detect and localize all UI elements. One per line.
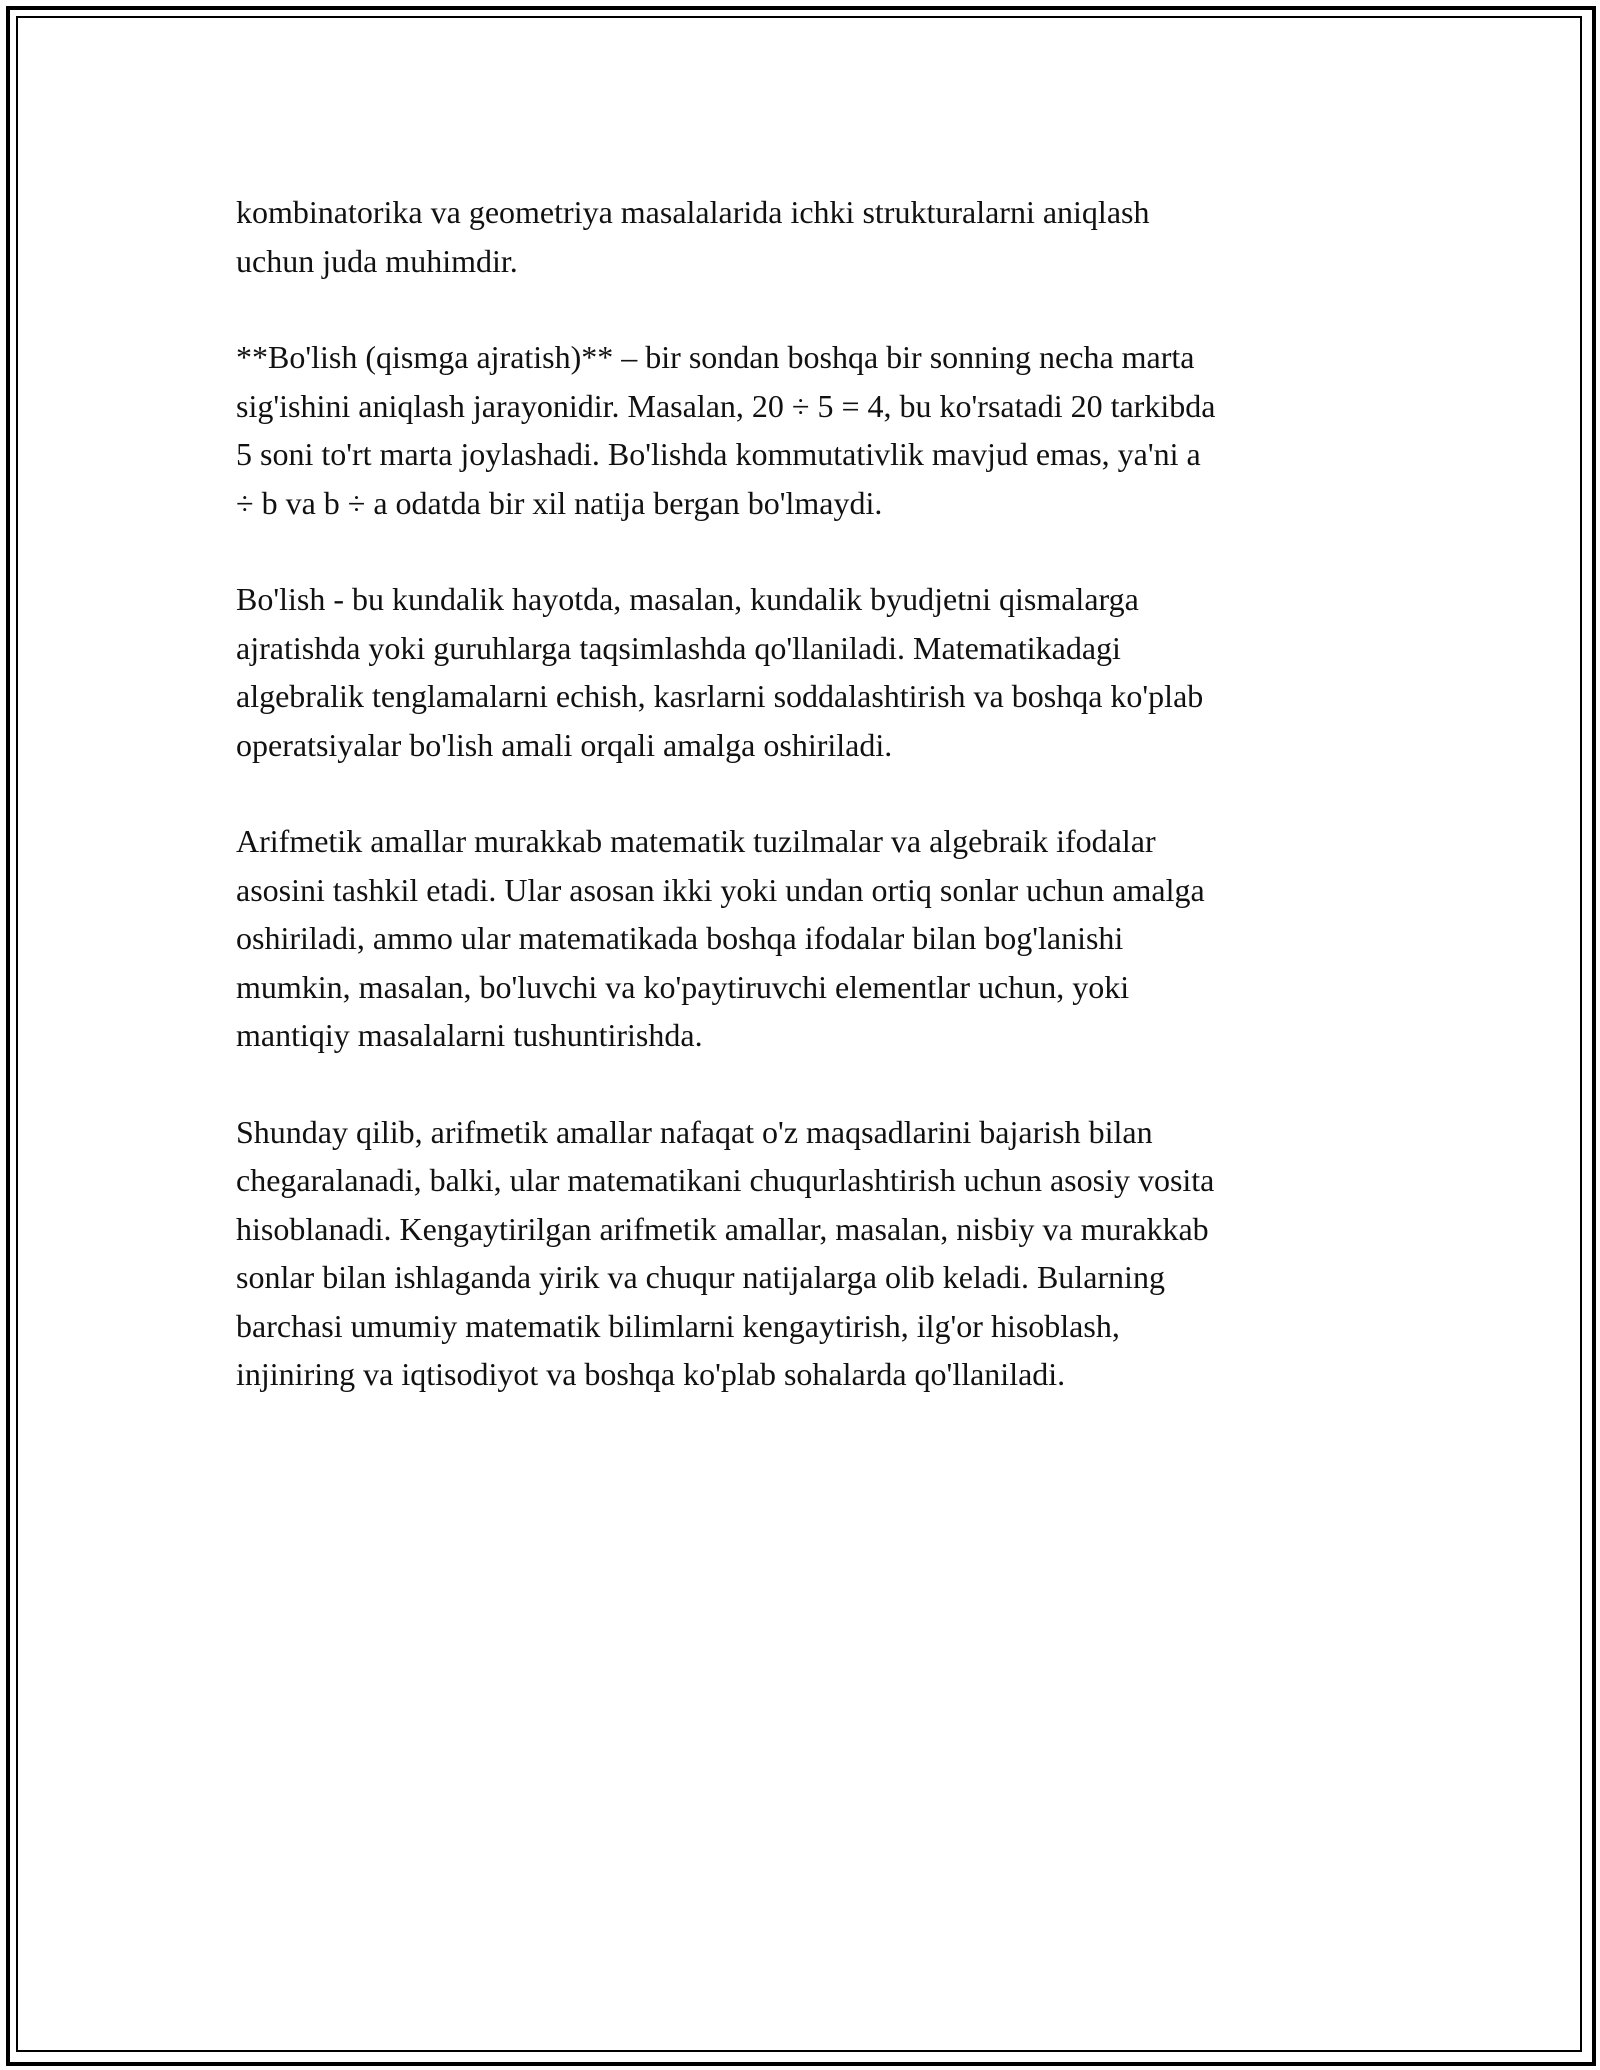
text-line: injiniring va iqtisodiyot va boshqa ko'plab sohalarda qo'llaniladi. — [236, 1356, 1066, 1392]
paragraph-1 — [236, 188, 1366, 285]
text-line: sonlar bilan ishlaganda yirik va chuqur natijalarga olib keladi. Bularning — [236, 1259, 1165, 1295]
paragraph-2 — [236, 333, 1366, 527]
text-line: operatsiyalar bo'lish amali orqali amalga oshiriladi. — [236, 726, 893, 763]
text-line: asosini tashkil etadi. Ular asosan ikki yoki undan ortiq sonlar uchun amalga — [236, 871, 1205, 908]
text-line: Bo'lish - bu kundalik hayotda, masalan, kundalik byudjetni qismalarga — [236, 581, 1139, 617]
paragraph-4 — [236, 817, 1366, 1060]
paragraph-3 — [236, 575, 1366, 769]
text-line: ÷ b va b ÷ a odatda bir xil natija bergan bo'lmaydi. — [236, 484, 883, 521]
text-line: uchun juda muhimdir. — [236, 242, 518, 279]
paragraph-5 — [236, 1108, 1366, 1399]
text-line: oshiriladi, ammo ular matematikada boshqa ifodalar bilan bog'lanishi — [236, 920, 1124, 956]
text-line: sig'ishini aniqlash jarayonidir. Masalan, 20 ÷ 5 = 4, bu ko'rsatadi 20 tarkibda — [236, 387, 1216, 424]
text-line: **Bo'lish (qismga ajratish)** – bir sondan boshqa bir sonning necha marta — [236, 339, 1195, 375]
text-line: algebralik tenglamalarni echish, kasrlarni soddalashtirish va boshqa ko'plab — [236, 678, 1204, 714]
text-line: Arifmetik amallar murakkab matematik tuzilmalar va algebraik ifodalar — [236, 823, 1156, 859]
text-line: hisoblanadi. Kengaytirilgan arifmetik amallar, masalan, nisbiy va murakkab — [236, 1210, 1209, 1247]
document-body — [236, 188, 1366, 1447]
text-line: 5 soni to'rt marta joylashadi. Bo'lishda kommutativlik mavjud emas, ya'ni a — [236, 436, 1201, 472]
text-line: mantiqiy masalalarni tushuntirishda. — [236, 1017, 703, 1053]
text-line: chegaralanadi, balki, ular matematikani chuqurlashtirish uchun asosiy vosita — [236, 1162, 1215, 1198]
text-line: Shunday qilib, arifmetik amallar nafaqat o'z maqsadlarini bajarish bilan — [236, 1113, 1153, 1150]
text-line: ajratishda yoki guruhlarga taqsimlashda qo'llaniladi. Matematikadagi — [236, 629, 1121, 666]
text-line: mumkin, masalan, bo'luvchi va ko'paytiruvchi elementlar uchun, yoki — [236, 968, 1130, 1005]
text-line: barchasi umumiy matematik bilimlarni kengaytirish, ilg'or hisoblash, — [236, 1307, 1120, 1344]
text-line: kombinatorika va geometriya masalalarida ichki strukturalarni aniqlash — [236, 194, 1150, 230]
